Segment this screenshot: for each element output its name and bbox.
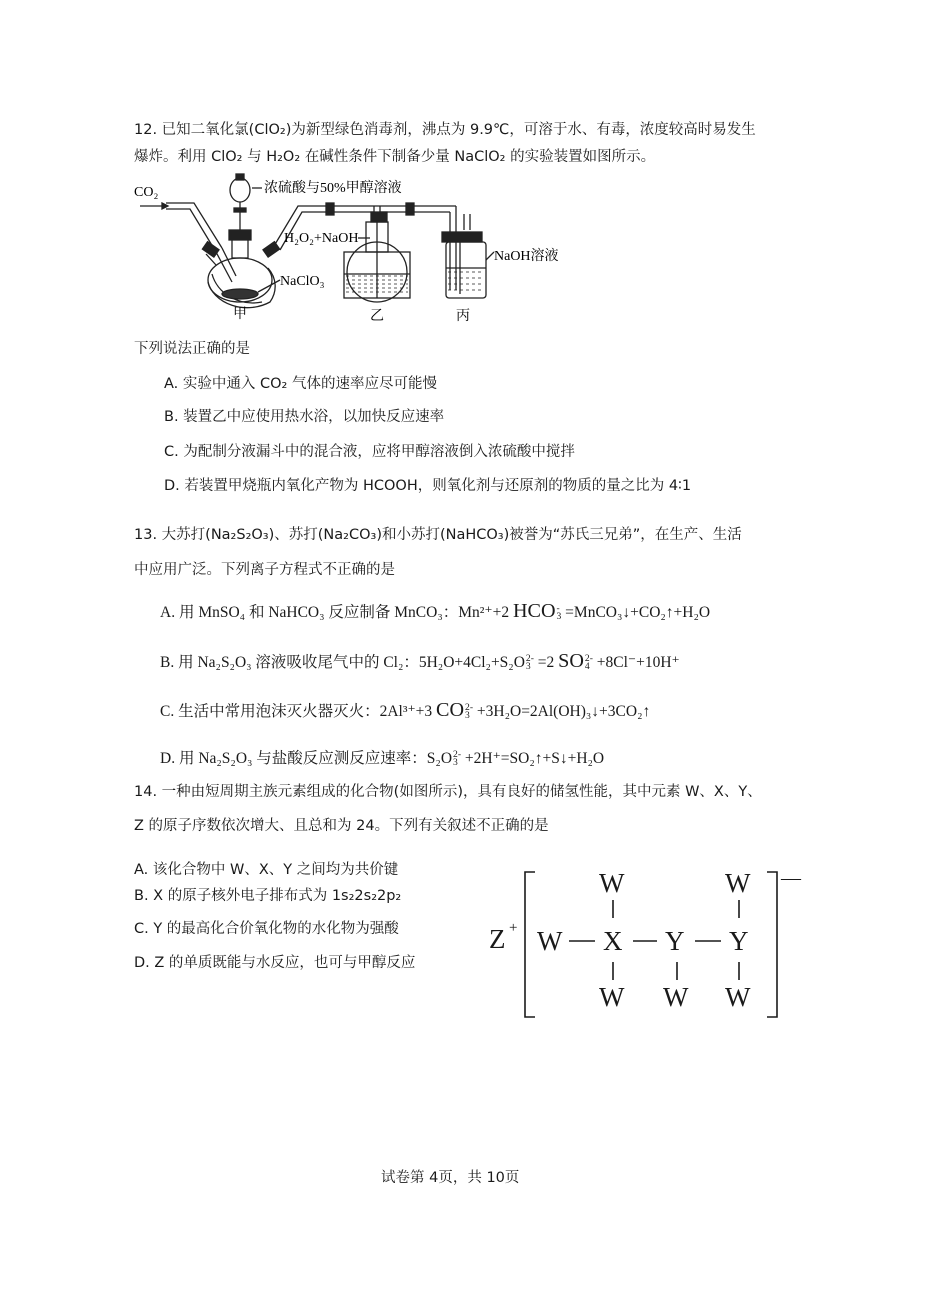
atom-x: X [603,926,623,956]
q12-option-c: C. 为配制分液漏斗中的混合液，应将甲醇溶液倒入浓硫酸中搅拌 [164,444,575,460]
funnel-label: 浓硫酸与50%甲醇溶液 [264,181,402,196]
atom-w-bot1: W [599,982,625,1012]
atom-y2: Y [729,926,749,956]
q12-stem-line2: 爆炸。利用 ClO₂ 与 H₂O₂ 在碱性条件下制备少量 NaClO₂ 的实验装置如图所示。 [134,149,656,165]
q13-stem-line2: 中应用广泛。下列离子方程式不正确的是 [134,562,395,578]
q13-option-d: D. 用 Na₂S₂O₃ 与盐酸反应测反应速率：S₂O2- 3 +2H⁺=SO₂↑+S↓+H₂O [160,748,605,769]
q14-option-a: A. 该化合物中 W、X、Y 之间均为共价键 [134,862,399,878]
q14-option-d: D. Z 的单质既能与水反应，也可与甲醇反应 [134,955,416,971]
co2-label: CO₂ [134,185,159,200]
q12-option-a: A. 实验中通入 CO₂ 气体的速率应尽可能慢 [164,376,437,392]
atom-w-bot3: W [725,982,751,1012]
label-bing: 丙 [456,309,470,324]
q13-option-b: B. 用 Na₂S₂O₃ 溶液吸收尾气中的 Cl₂：5H₂O+4Cl₂+S₂O2- 3 =2 SO2- 4 +8Cl⁻+10H⁺ [160,650,680,673]
charge-minus: — [781,867,801,889]
naoh-label: NaOH溶液 [494,249,559,264]
label-yi: 乙 [370,309,384,324]
q12-stem-line1: 12. 已知二氧化氯(ClO₂)为新型绿色消毒剂，沸点为 9.9℃，可溶于水、有毒，浓度较高时易发生 [134,122,756,138]
q13-option-c: C. 生活中常用泡沫灭火器灭火：2Al³⁺+3 CO2- 3 +3H₂O=2Al(OH)₃↓+3CO₂↑ [160,699,651,722]
q14-stem-line2: Z 的原子序数依次增大、且总和为 24。下列有关叙述不正确的是 [134,818,549,834]
atom-w-top1: W [599,868,625,898]
label-jia: 甲 [233,307,247,322]
atom-w-bot2: W [663,982,689,1012]
q13-option-a: A. 用 MnSO₄ 和 NaHCO₃ 反应制备 MnCO₃：Mn²⁺+2 HCO- 3 =MnCO₃↓+CO₂↑+H₂O [160,600,711,623]
naclo3-label: NaClO₃ [280,274,325,289]
atom-w-top2: W [725,868,751,898]
atom-w-left: W [537,926,563,956]
atom-y1: Y [665,926,685,956]
q12-option-d: D. 若装置甲烧瓶内氧化产物为 HCOOH，则氧化剂与还原剂的物质的量之比为 4∶1 [164,478,692,494]
charge-plus: + [509,920,518,936]
q14-option-b: B. X 的原子核外电子排布式为 1s₂2s₂2p₂ [134,888,402,904]
q12-option-b: B. 装置乙中应使用热水浴，以加快反应速率 [164,409,445,425]
q12-prompt: 下列说法正确的是 [134,341,250,357]
q14-option-c: C. Y 的最高化合价氧化物的水化物为强酸 [134,921,399,937]
q13-stem-line1: 13. 大苏打(Na₂S₂O₃)、苏打(Na₂CO₃)和小苏打(NaHCO₃)被誉为“苏氏三兄弟”，在生产、生活 [134,527,742,543]
q12-apparatus-figure [130,170,590,330]
q14-stem-line1: 14. 一种由短周期主族元素组成的化合物(如图所示)，具有良好的储氢性能，其中元素 W、X、Y、 [134,784,762,800]
page-footer: 试卷第 4页，共 10页 [381,1170,520,1186]
atom-z: Z [489,924,506,954]
q14-structure-figure [485,862,815,1022]
flask-b-label: H₂O₂+NaOH [284,231,359,246]
